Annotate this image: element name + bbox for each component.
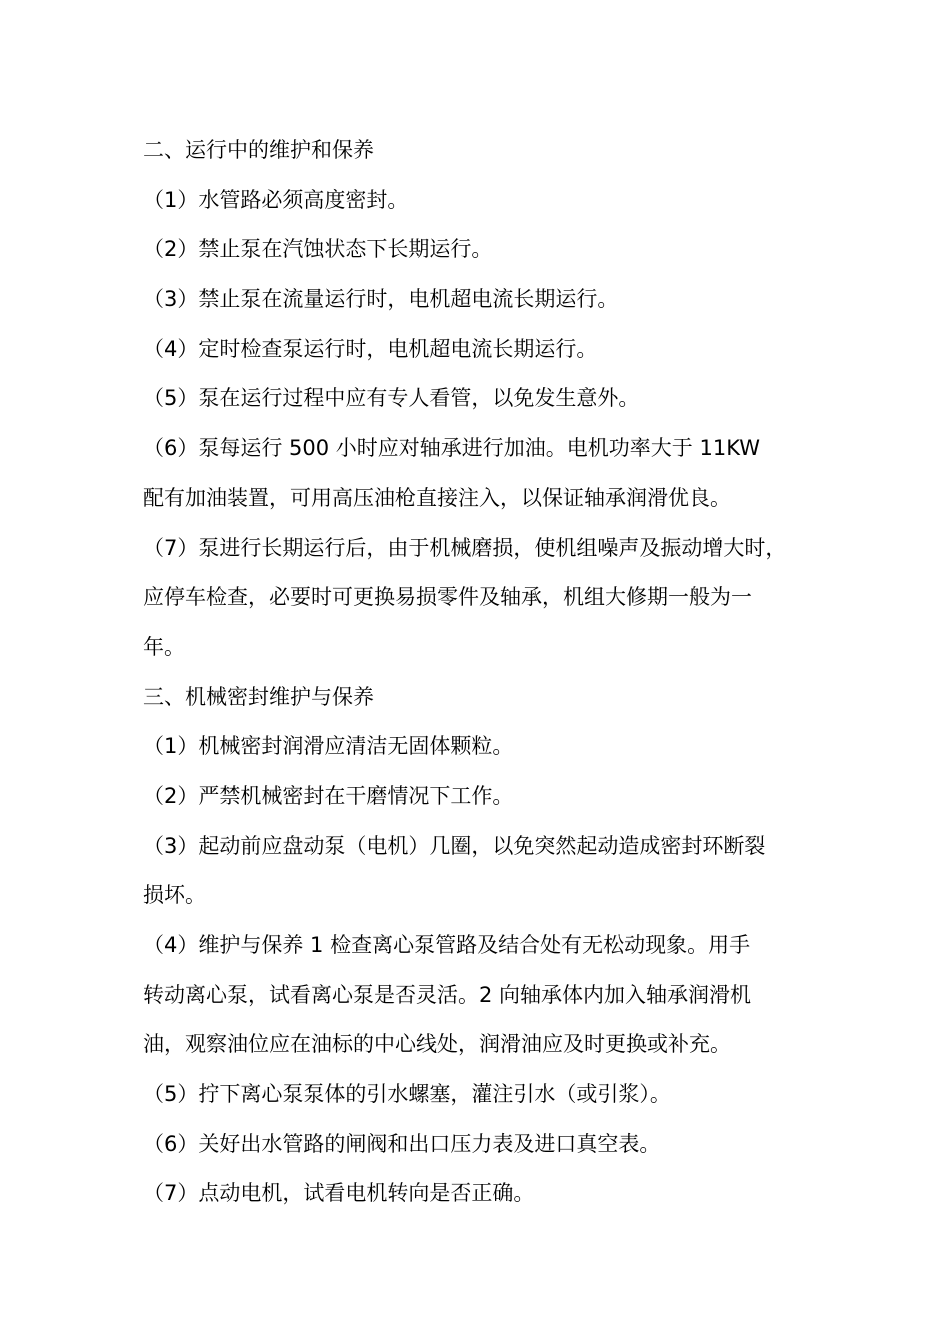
paragraph-line-continuation: 油，观察油位应在油标的中心线处，润滑油应及时更换或补充。 xyxy=(143,1032,731,1057)
paragraph-line: （7）泵进行长期运行后，由于机械磨损，使机组噪声及振动增大时， xyxy=(143,535,787,560)
paragraph-line: （5）泵在运行过程中应有专人看管，以免发生意外。 xyxy=(143,386,640,411)
paragraph-line: （7）点动电机，试看电机转向是否正确。 xyxy=(143,1181,535,1206)
paragraph-line: （6）泵每运行 500 小时应对轴承进行加油。电机功率大于 11KW xyxy=(143,436,760,461)
paragraph-line: （3）禁止泵在流量运行时，电机超电流长期运行。 xyxy=(143,287,619,312)
section-heading-mechanical-seal: 三、机械密封维护与保养 xyxy=(143,684,374,709)
paragraph-line: （4）维护与保养 1 检查离心泵管路及结合处有无松动现象。用手 xyxy=(143,933,751,957)
paragraph-line: （1）水管路必须高度密封。 xyxy=(143,187,409,212)
document-body xyxy=(143,126,823,1219)
paragraph-line: （3）起动前应盘动泵（电机）几圈，以免突然起动造成密封环断裂 xyxy=(143,833,766,858)
paragraph-line-continuation: 配有加油装置，可用高压油枪直接注入，以保证轴承润滑优良。 xyxy=(143,485,731,510)
paragraph-line: （4）定时检查泵运行时，电机超电流长期运行。 xyxy=(143,336,598,361)
paragraph-line: （6）关好出水管路的闸阀和出口压力表及进口真空表。 xyxy=(143,1131,661,1156)
paragraph-line: （2）禁止泵在汽蚀状态下长期运行。 xyxy=(143,237,493,262)
paragraph-line-continuation: 年。 xyxy=(143,634,185,659)
paragraph-line-continuation: 损坏。 xyxy=(143,883,206,908)
paragraph-line-continuation: 转动离心泵，试看离心泵是否灵活。2 向轴承体内加入轴承润滑机 xyxy=(143,982,752,1007)
section-heading-maintenance-operation: 二、运行中的维护和保养 xyxy=(143,138,374,162)
paragraph-line: （5）拧下离心泵泵体的引水螺塞，灌注引水（或引浆）。 xyxy=(143,1082,671,1107)
paragraph-line-continuation: 应停车检查，必要时可更换易损零件及轴承，机组大修期一般为一 xyxy=(143,585,752,610)
paragraph-line: （1）机械密封润滑应清洁无固体颗粒。 xyxy=(143,734,514,759)
paragraph-line: （2）严禁机械密封在干磨情况下工作。 xyxy=(143,783,514,808)
